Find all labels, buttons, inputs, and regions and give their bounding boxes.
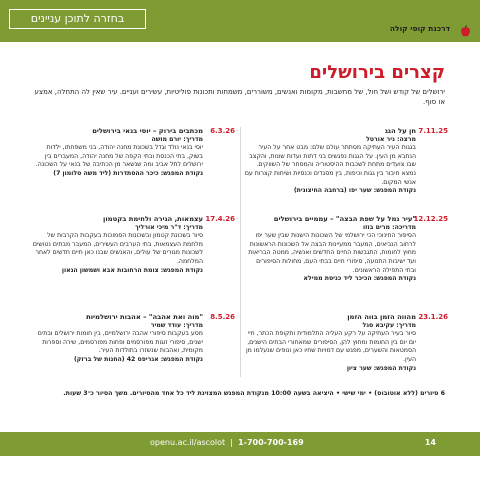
tour-title: מהווה הזמן בווה הזמן — [347, 313, 416, 321]
top-bar — [0, 0, 480, 42]
tour-title: עצמאות, הגירה ולחימת בקטמון — [103, 215, 203, 223]
logo-underline — [334, 36, 454, 37]
page-number: 14 — [424, 438, 436, 447]
tour-description: הסיפור החינוכי הכי ירושלמי של השכונות הישנות שבין שער יפו לרחוב הנביאים, המעבר ממעיינות הבצה אל השכונות הראשונות מחוץ לחומות, התגבשות החיים החדשים ואנשיה, ממטה הבריאות ועד ישיבות התנועה, סיפורי חיים בבתי העם, מחולות הסיפורים ובתי התפילה הראשונים. — [248, 232, 416, 274]
tour-body — [31, 313, 203, 365]
tour-date: 23.1.26 — [418, 313, 448, 321]
tour-title: "מוה ואת אהבה" – אהבות ירושלמיות — [86, 313, 203, 321]
tour-lecturer: מרצה: ניר אורטל — [366, 135, 416, 143]
tour-description: יוסי בנאי נולד וגדל בשכונת מחנה יהודה, בני משפחתו, ילדות בשוק, בתי הכנסת ובתי הקפה של מחנה יהודה, המעברים בין ירושלים לתל אביב ומה שנשאר מן הכתיבה של בנאי על השכונה. — [35, 144, 203, 169]
tour-body — [244, 313, 416, 373]
footer-separator: | — [227, 438, 239, 447]
tour-lecturer: מדריך: ד"ר מיכי אורליך — [135, 223, 203, 231]
tour-title: מכתבים בירוק – יוסי בנאי בירושלים — [92, 127, 203, 135]
tour-meeting-point: נקודת המפגש: אגריפס 42 (החנות של ברזק) — [73, 355, 203, 363]
tour-date: 8.5.26 — [210, 313, 235, 321]
intro-text: ירושלים של קודש ושל חול, של מחשבות, מקומות ואנשים, משוררים, משמחות ותכונות פוליטיות, עשירים ועניים. עיר שאין לה התחלה, אמצע או סוף. — [34, 88, 445, 106]
apple-icon — [460, 25, 471, 37]
tours-summary-note: 6 סיורים (ללא אוטובוס) • ימי שישי • היציאה בשעה 10:00 מנקודת המפגש המצוינת ליד כל אחד מהסיורים. משך הסיור כ־3 שעות. — [63, 390, 445, 397]
tour-title: חן על הגג — [384, 127, 416, 135]
page-title: קצרים בירושלים — [309, 62, 445, 83]
tour-description: סיור בשכונת קטמון ובשכונות הסמוכות בעקבות הקרבות של מלחמת העצמאות, בתי הערבים העשירים, המעבר מבתים נטושים לשכונות מגורים של עולים, והאנשים שבנו כאן חיים חדשים לאחר המלחמה. — [32, 232, 203, 265]
footer-bar — [0, 432, 480, 456]
tour-meeting-point: נקודת המפגש: צומת הרחובות אבא ושמשון הגאון — [61, 266, 203, 274]
tour-description: בגגות העיר העתיקה מסתתר עולם שלם: מבט אחר על העיר הנחבא מן העין. על הגגות נפגשים בני דתות ועדות שונות, והקצב שבו צועדים מתחת לשכבות ההיסטוריה והמסחר של השווקים. נמצא חיבור בין גגות וכיפות, בין מסגדים וכנסיות ושיחות קצרות עם אנשי המקום. — [244, 144, 416, 186]
tour-description: סיור בעיר העתיקה על רקע העליה התלמודית ותקופת הכתר, חיי יום יום בין החומות ומחוץ להן, הסיפורים שמאחורי הבתים הישנים, הסמטאות והשערים, מפגש עם דמויות שחיו כאן ונופים שנעלמו מן העין. — [246, 330, 416, 363]
website-link[interactable]: openu.ac.il/ascolot — [150, 438, 226, 447]
column-divider — [240, 127, 241, 377]
tour-body — [31, 215, 203, 275]
logo-text: דרכנת קוסי קולה — [389, 24, 450, 33]
tour-date: 7.11.25 — [418, 127, 448, 135]
logo — [325, 22, 480, 42]
tour-description: מסע בעקבות סיפורי אהבה ירושלמיים, בין חומות ירושלים ובתים ישנים, סיפורי זוגות מפורסמים ופחות מפורסמים, שירה וספרות מקומית, ואהבות שנשזרו בתולדות העיר. — [37, 330, 203, 355]
tour-meeting-point: נקודת המפגש: שער יפו (ברחבה החיצונית) — [293, 187, 416, 195]
tour-lecturer: מדריך: יורם מושה — [151, 135, 203, 143]
tour-meeting-point: נקודת המפגש: הכיכר ליד כניסת ממילא — [303, 275, 416, 283]
tour-body — [244, 127, 416, 196]
tour-meeting-point: נקודת המפגש: כיכר ההסתדרות (ליד משה סלומון 7) — [53, 169, 203, 177]
tour-lecturer: מדריכה: מרים בוזו — [362, 223, 416, 231]
back-to-contents-link[interactable]: בחזרה לתוכן עניינים — [9, 9, 146, 29]
tour-date: 17.4.26 — [205, 215, 235, 223]
phone-number[interactable]: 1-700-700-169 — [238, 438, 304, 447]
tour-title: "עיר גמל על שפת הבצה" – עממיים בירושלים — [273, 215, 416, 223]
tour-date: 6.3.26 — [210, 127, 235, 135]
tour-meeting-point: נקודת המפגש: שער ציון — [346, 364, 416, 372]
tour-lecturer: מדריך: עודד שמיר — [150, 321, 203, 329]
tour-lecturer: מדריך: עקיבא סגל — [362, 321, 416, 329]
tour-body — [244, 215, 416, 284]
tour-date: 12.12.25 — [413, 215, 448, 223]
footer-contact — [150, 438, 304, 447]
tour-body — [31, 127, 203, 179]
